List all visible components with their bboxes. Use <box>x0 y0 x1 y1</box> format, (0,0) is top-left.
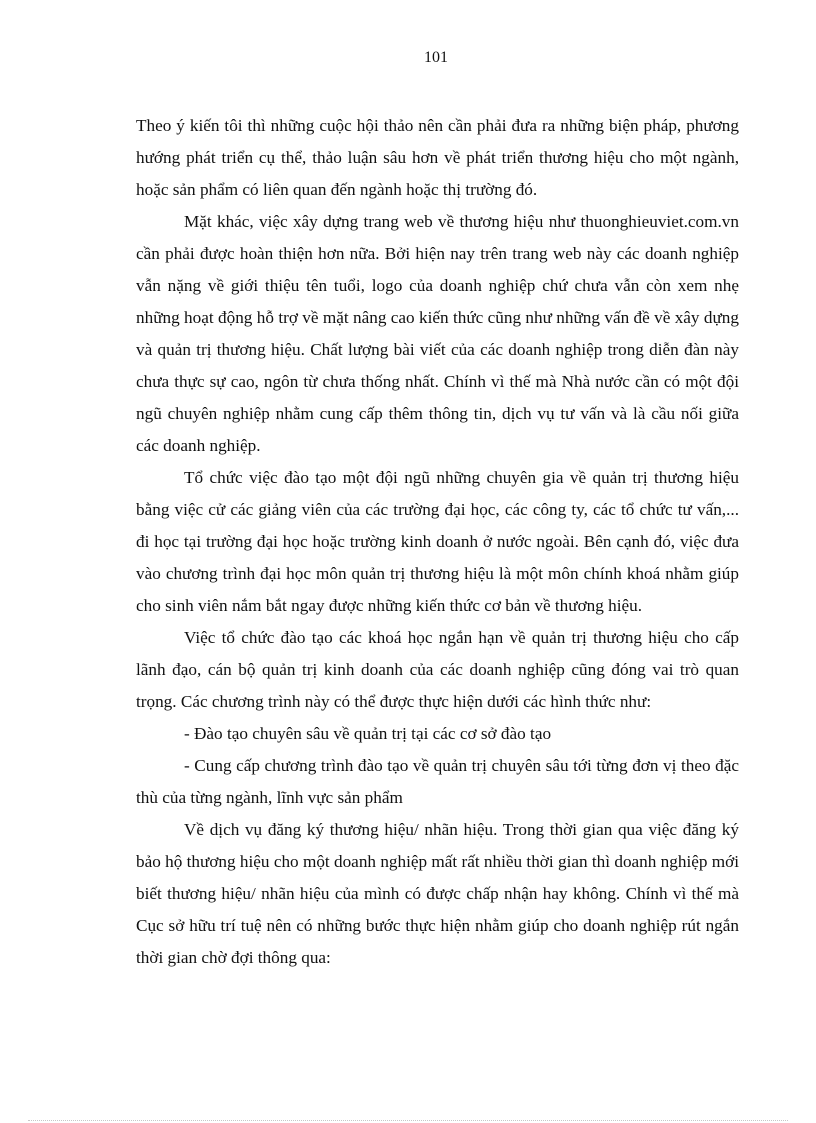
paragraph-2: Mặt khác, việc xây dựng trang web về thương hiệu như thuonghieuviet.com.vn cần phải được hoàn thiện hơn nữa. Bởi hiện nay trên trang web này các doanh nghiệp vẫn nặng về giới thiệu tên tuổi, logo của doanh nghiệp chứ chưa vẫn còn xem nhẹ những hoạt động hỗ trợ về mặt nâng cao kiến thức cũng như những vấn đề về xây dựng và quản trị thương hiệu. Chất lượng bài viết của các doanh nghiệp trong diễn đàn này chưa thực sự cao, ngôn từ chưa thống nhất. Chính vì thế mà Nhà nước cần có một đội ngũ chuyên nghiệp nhằm cung cấp thêm thông tin, dịch vụ tư vấn và là cầu nối giữa các doanh nghiệp. <box>136 212 739 455</box>
paragraph-5: Về dịch vụ đăng ký thương hiệu/ nhãn hiệu. Trong thời gian qua việc đăng ký bảo hộ thương hiệu cho một doanh nghiệp mất rất nhiều thời gian thì doanh nghiệp mới biết thương hiệu/ nhãn hiệu của mình có được chấp nhận hay không. Chính vì thế mà Cục sở hữu trí tuệ nên có những bước thực hiện nhằm giúp cho doanh nghiệp rút ngắn thời gian chờ đợi thông qua: <box>136 820 739 967</box>
bullet-item-2: - Cung cấp chương trình đào tạo về quản trị chuyên sâu tới từng đơn vị theo đặc thù của từng ngành, lĩnh vực sản phẩm <box>136 756 739 807</box>
bullet-item-1: - Đào tạo chuyên sâu về quản trị tại các cơ sở đào tạo <box>184 724 552 743</box>
document-body <box>136 110 739 974</box>
footer-divider <box>28 1120 788 1121</box>
paragraph-1: Theo ý kiến tôi thì những cuộc hội thảo nên cần phải đưa ra những biện pháp, phương hướng phát triển cụ thể, thảo luận sâu hơn về phát triển thương hiệu cho một ngành, hoặc sản phẩm có liên quan đến ngành hoặc thị trường đó. <box>136 116 739 199</box>
page-number: 101 <box>424 49 448 66</box>
paragraph-4: Việc tổ chức đào tạo các khoá học ngắn hạn về quản trị thương hiệu cho cấp lãnh đạo, cán bộ quản trị kinh doanh của các doanh nghiệp cũng đóng vai trò quan trọng. Các chương trình này có thể được thực hiện dưới các hình thức như: <box>136 628 739 711</box>
paragraph-3: Tổ chức việc đào tạo một đội ngũ những chuyên gia về quản trị thương hiệu bằng việc cử các giảng viên của các trường đại học, các công ty, các tổ chức tư vấn,... đi học tại trường đại học hoặc trường kinh doanh ở nước ngoài. Bên cạnh đó, việc đưa vào chương trình đại học môn quản trị thương hiệu là một môn chính khoá nhằm giúp cho sinh viên nắm bắt ngay được những kiến thức cơ bản về thương hiệu. <box>136 468 739 615</box>
